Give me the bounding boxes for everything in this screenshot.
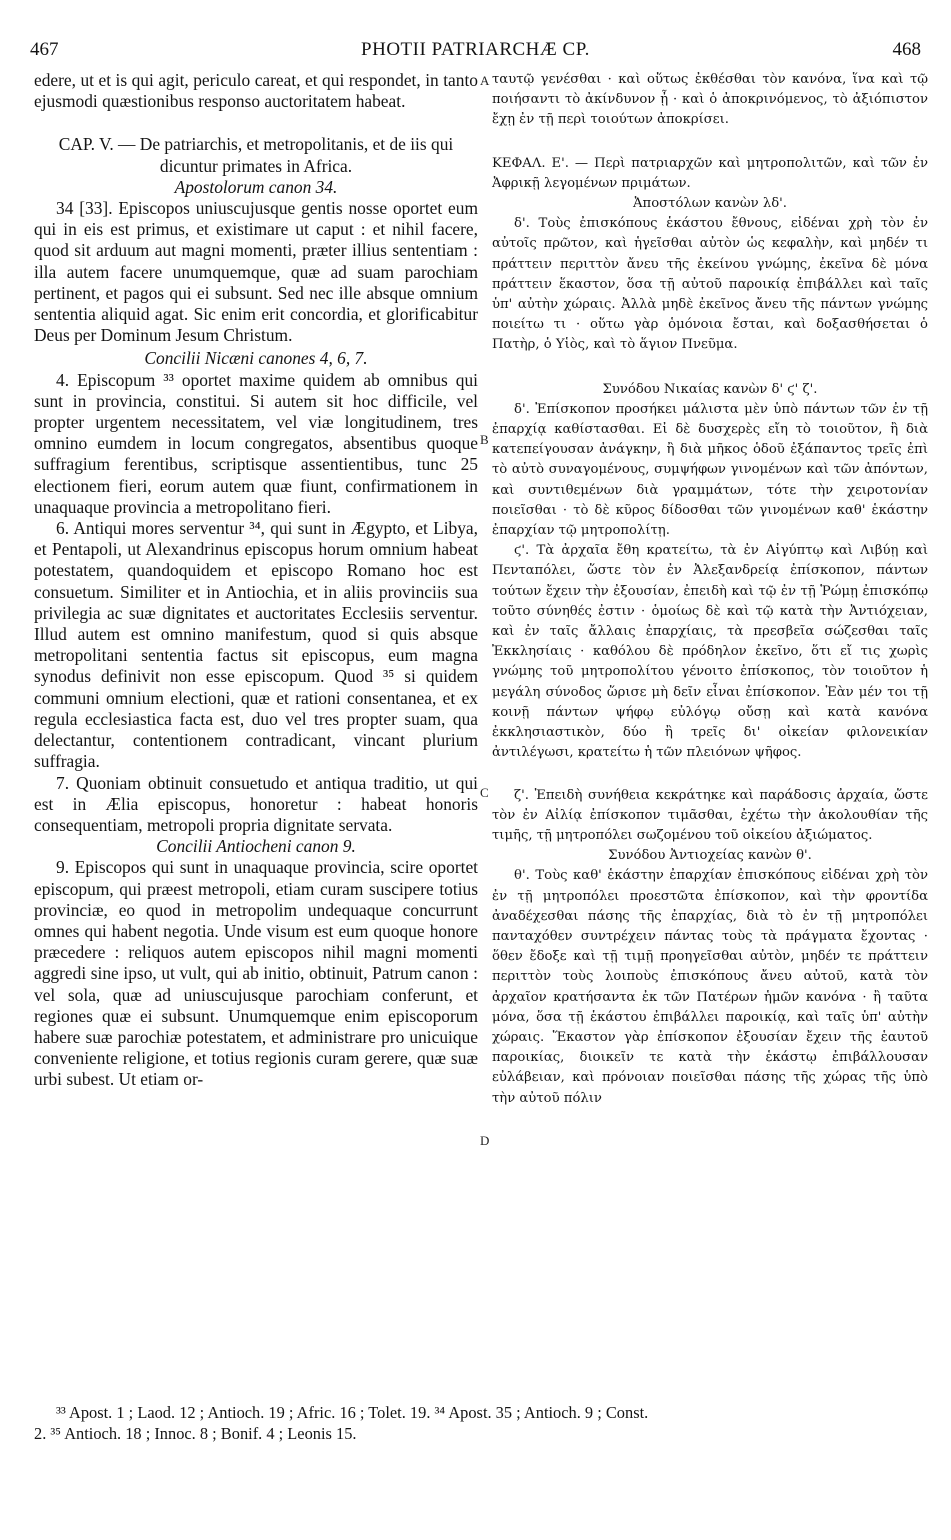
page-number-right: 468	[892, 39, 921, 60]
greek-column	[492, 70, 928, 1109]
latin-intro: edere, ut et is qui agit, periculo careat, et qui respondet, in tanto ejusmodi quæstionibus responso auctoritatem habeat.	[34, 70, 478, 112]
latin-heading-nicaea: Concilii Nicæni canones 4, 6, 7.	[144, 348, 368, 369]
greek-canon-6: ϛ'. Τὰ ἀρχαῖα ἔθη κρατείτω, τὰ ἐν Αἰγύπτῳ καὶ Λιβύῃ καὶ Πενταπόλει, ὥστε τὸν ἐν Ἀλεξανδρείᾳ ἐπίσκοπον, πάντων τούτων ἔχειν τὴν ἐξουσίαν, ἐπειδὴ καὶ τῷ ἐν τῇ Ῥώμῃ ἐπισκόπῳ τοῦτο σύνηθές ἐστιν · ὁμοίως δὲ καὶ τῷ κατὰ τὴν Ἀντιόχειαν, καὶ ἐν ταῖς ἄλλαις ἐπαρχίαις, τὰ πρεσβεῖα σώζεσθαι ταῖς Ἐκκλησίαις · καθόλου δὲ πρόδηλον ἐκεῖνο, ὅτι εἴ τις χωρὶς γνώμης τοῦ μητροπολίτου γένοιτο ἐπίσκοπος, τὸν τοιοῦτον ἡ μεγάλη σύνοδος ὥρισε μὴ δεῖν εἶναι ἐπίσκοπον. Ἐὰν μέν τοι τῇ κοινῇ πάντων ψήφῳ εὐλόγῳ οὔσῃ καὶ κατὰ κανόνα ἐκκλησιαστικὸν, δύο ἢ τρεῖς δι' οἰκείαν φιλονεικίαν ἀντιλέγωσι, κρατείτω ἡ τῶν πλειόνων ψῆφος.	[492, 543, 928, 761]
margin-letter-c: C	[480, 785, 489, 800]
footnotes	[34, 1402, 927, 1444]
latin-canon-7: 7. Quoniam obtinuit consuetudo et antiqua traditio, ut qui est in Ælia episcopus, honoretur : habeat honoris consequentiam, metropoli propria dignitate servata.	[34, 772, 478, 835]
latin-canon-6: 6. Antiqui mores serventur ³⁴, qui sunt in Ægypto, et Libya, et Pentapoli, ut Alexandrinus episcopus horum omnium habeat potestatem, quandoquidem et episcopo Romano hoc est consuetum. Similiter et in Antiochia, et in aliis provinciis sua privilegia ac suæ dignitates et auctoritates Ecclesiis serventur. Illud autem est omnino manifestum, quod si quis absque metropolitani sententia factus sit episcopus, eum magna synodus definivit non esse episcopum. Quod ³⁵ si quidem communi omnium electioni, quæ et rationi consentanea, et ex regula ecclesiastica facta est, duo vel tres propter suam, qua delectantur, contentionem contradicant, vincant plurium suffragia.	[34, 518, 478, 772]
margin-letter-b: B	[480, 432, 489, 447]
greek-canon-34: δ'. Τοὺς ἐπισκόπους ἑκάστου ἔθνους, εἰδέναι χρὴ τὸν ἐν αὐτοῖς πρῶτον, καὶ ἡγεῖσθαι αὐτὸν ὡς κεφαλὴν, καὶ μηδέν τι πράττειν περιττὸν ἄνευ τῆς ἐκείνου γνώμης, ἐκεῖνα δὲ μόνα πράττειν ἕκαστον, ὅσα τῇ αὐτοῦ παροικίᾳ ἐπιβάλλει καὶ ταῖς ὑπ' αὐτὴν χώραις. Ἀλλὰ μηδὲ ἐκεῖνος ἄνευ τῆς πάντων γνώμης ποιείτω τι · οὕτω γὰρ ὁμόνοια ἔσται, καὶ δοξασθήσεται ὁ Πατὴρ, ὁ Υἱὸς, καὶ τὸ ἅγιον Πνεῦμα.	[492, 216, 928, 353]
latin-column	[34, 70, 478, 1091]
greek-heading-nicaea: Συνόδου Νικαίας κανὼν δ' ϛ' ζ'.	[602, 381, 818, 397]
latin-chapter-title: CAP. V. — De patriarchis, et metropolitanis, et de iis qui dicuntur primates in Africa.	[58, 134, 454, 176]
greek-heading-apostolorum: Ἀποστόλων κανὼν λδ'.	[633, 196, 787, 212]
greek-canon-9: θ'. Τοὺς καθ' ἑκάστην ἐπαρχίαν ἐπισκόπους εἰδέναι χρὴ τὸν ἐν τῇ μητροπόλει προεστῶτα ἐπίσκοπον, καὶ τὴν φροντίδα ἀναδέχεσθαι πάσης τῆς ἐπαρχίας, διὰ τὸ ἐν τῇ μητροπόλει πανταχόθεν συντρέχειν πάντας τοὺς τὰ πράγματα ἔχοντας · ὅθεν ἔδοξε καὶ τῇ τιμῇ προηγεῖσθαι αὐτὸν, μηδέν τε πράττειν περιττὸν τοὺς λοιποὺς ἐπισκόπους ἄνευ αὐτοῦ, κατὰ τὸν ἀρχαῖον κρατήσαντα ἐκ τῶν Πατέρων ἡμῶν κανόνα · ἢ ταῦτα μόνα, ὅσα τῇ ἑκάστου ἐπιβάλλει παροικίᾳ, καὶ ταῖς ὑπ' αὐτὴν χώραις. Ἕκαστον γὰρ ἐπίσκοπον ἐξουσίαν ἔχειν τῆς ἑαυτοῦ παροικίας, διοικεῖν τε κατὰ τὴν ἑκάστῳ ἐπιβάλλουσαν εὐλάβειαν, καὶ πρόνοιαν ποιεῖσθαι πάσης τῆς χώρας τῆς ὑπὸ τὴν αὐτοῦ πόλιν	[492, 868, 928, 1106]
latin-heading-apostolorum: Apostolorum canon 34.	[174, 176, 338, 197]
greek-heading-antioch: Συνόδου Ἀντιοχείας κανὼν θ'.	[608, 848, 812, 864]
footnote-line-2: 2. ³⁵ Antioch. 18 ; Innoc. 8 ; Bonif. 4 ; Leonis 15.	[34, 1424, 357, 1443]
greek-canon-7: ζ'. Ἐπειδὴ συνήθεια κεκράτηκε καὶ παράδοσις ἀρχαία, ὥστε τὸν ἐν Αἰλίᾳ ἐπίσκοπον τιμᾶσθαι, ἐχέτω τὴν ἀκολουθίαν τῆς τιμῆς, τῇ μητροπόλει σωζομένου τοῦ οἰκείου ἀξιώματος.	[492, 787, 928, 843]
page-number-left: 467	[30, 39, 59, 60]
running-title: PHOTII PATRIARCHÆ CP.	[361, 39, 590, 60]
latin-canon-34: 34 [33]. Episcopos uniuscujusque gentis nosse oportet eum qui in eis est primus, et existimare ut caput : et nihil facere, quod sit arduum aut magni momenti, præter illius sententiam : illa autem facere unumquemque, quæ ad suam parochiam pertinent, et pagos qui ei subsunt. Sed nec ille absque omnium sententia aliquid agat. Sic enim erit concordia, et glorificabitur Deus per Dominum Jesum Christum.	[34, 198, 478, 346]
greek-canon-4: δ'. Ἐπίσκοπον προσήκει μάλιστα μὲν ὑπὸ πάντων τῶν ἐν τῇ ἐπαρχίᾳ καθίστασθαι. Εἰ δὲ δυσχερὲς εἴη τὸ τοιοῦτον, ἢ διὰ κατεπείγουσαν ἀνάγκην, ἢ διὰ μῆκος ὁδοῦ ἐξάπαντος τρεῖς ἐπὶ τὸ αὐτὸ συναγομένους, συμψήφων γινομένων καὶ τῶν ἀπόντων, καὶ συντιθεμένων διὰ γραμμάτων, τότε τὴν χειροτονίαν ποιεῖσθαι · τὸ δὲ κῦρος δίδοσθαι τῶν γινομένων καθ' ἑκάστην ἐπαρχίαν τῷ μητροπολίτῃ.	[492, 401, 928, 539]
greek-chapter-title: ΚΕΦΑΛ. Ε'. — Περὶ πατριαρχῶν καὶ μητροπολιτῶν, καὶ τῶν ἐν Ἀφρικῇ λεγομένων πριμάτων.	[492, 155, 928, 191]
latin-heading-antioch: Concilii Antiocheni canon 9.	[156, 836, 356, 857]
latin-canon-4: 4. Episcopum ³³ oportet maxime quidem ab omnibus qui sunt in provincia, constitui. Si autem sit hoc difficile, vel propter urgentem necessitatem, vel viæ longitudinem, tres omnino eumdem in locum congregatos, absentibus quoque suffragium ferentibus, scriptisque assentientibus, tunc 25 electionem fieri, eorum autem quæ fiunt, confirmationem in unaquaque provincia a metropolitano fieri.	[34, 369, 478, 517]
greek-intro: ταυτῷ γενέσθαι · καὶ οὕτως ἐκθέσθαι τὸν κανόνα, ἵνα καὶ τῷ ποιήσαντι τὸ ἀκίνδυνον ᾖ · καὶ ὁ ἀποκρινόμενος, τὸ ἀξιόπιστον ἔχῃ ἐν τῇ περὶ τοιούτων ἀποκρίσει.	[492, 72, 928, 128]
margin-letter-d: D	[480, 1133, 490, 1148]
page-header	[30, 36, 921, 64]
footnote-line-1: ³³ Apost. 1 ; Laod. 12 ; Antioch. 19 ; Afric. 16 ; Tolet. 19. ³⁴ Apost. 35 ; Antioch. 9 ; Const.	[56, 1403, 649, 1422]
latin-canon-9: 9. Episcopos qui sunt in unaquaque provincia, scire oportet episcopum, qui præest metropoli, etiam curam suscipere totius provinciæ, eo quod in metropolim undequaque concurrunt omnes qui habent negotia. Unde visum est eum quoque honore præcedere : reliquos autem episcopos nihil magni momenti aggredi sine ipso, ut vult, qui ab initio, obtinuit, Patrum canon : vel sola, quæ ad uniuscujusque parochiam conferunt, et regiones quæ ei subsunt. Unumquemque enim episcoporum habere suæ parochiæ potestatem, et administrare pro unicuique conveniente religione, et totius regionis curam gerere, quæ suæ urbi subest. Ut etiam or-	[34, 857, 478, 1090]
margin-letter-a: A	[480, 73, 490, 88]
